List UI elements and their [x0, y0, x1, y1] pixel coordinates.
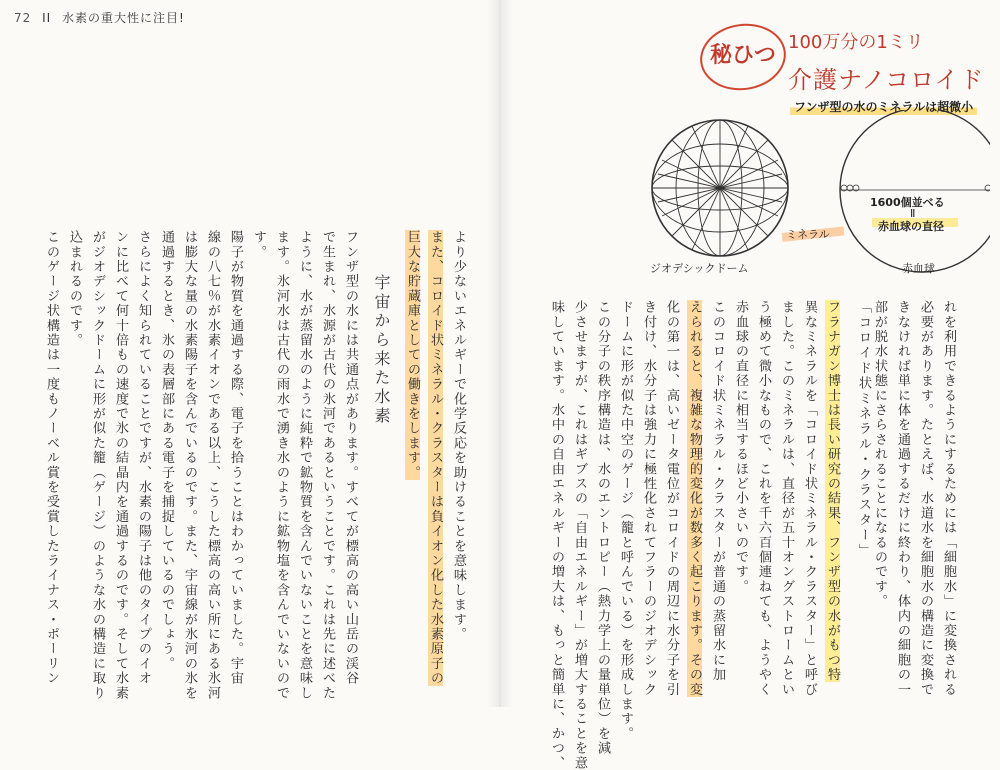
text-line: う極めて微小なもので、これを千六百個連ねても、ようやく — [756, 300, 771, 697]
text-line-content: 巨大な貯蔵庫としての働きをします。 — [405, 230, 420, 480]
title-line-1: 100万分の1ミリ — [788, 32, 924, 53]
text-line — [401, 230, 424, 695]
text-line — [424, 230, 447, 695]
title-line-2: 介護ナノコロイド — [788, 66, 985, 94]
text-line: は膨大な量の水素陽子を含んでいるのです。また、宇宙線が氷河の氷を — [182, 230, 197, 701]
section-number: II — [42, 11, 52, 25]
count-label: 1600個並べる — [870, 196, 945, 209]
text-line-content: フラナガン博士は長い研究の結果、フンザ型の水がもつ特 — [825, 300, 840, 683]
text-line: がジオデシックドームに形が似た籠（ゲージ）のような水の構造に取り — [90, 230, 105, 701]
text-line: ました。このミネラルは、直径が五十オングストロームとい — [779, 300, 794, 697]
text-line: 陽子が物質を通過する際、電子を拾うことはわかっていました。宇宙 — [228, 230, 243, 686]
text-line — [821, 300, 844, 690]
text-line — [683, 300, 706, 697]
text-line: 赤血球の直径に相当するほど小さいのです。 — [733, 300, 748, 594]
section-heading-colloid: 「コロイド状ミネラル・クラスター」 — [856, 300, 871, 559]
text-line: 部が脱水状態にさらされることになるのです。 — [872, 300, 887, 609]
text-line: さらによく知られていることですが、水素の陽子は他のタイプのイオ — [136, 230, 151, 686]
right-page-main-text — [520, 300, 875, 770]
page-gutter — [487, 0, 513, 707]
left-page-text — [30, 230, 470, 701]
handwritten-title — [700, 20, 990, 100]
title-circled-text: 秘ひつ — [710, 43, 777, 68]
text-line: れを利用できるようにするためには「細胞水」に変換される — [941, 300, 956, 697]
text-line: 通過するとき、氷の表層部にある電子を捕捉しているのでしょう。 — [159, 230, 174, 671]
text-line: ドームに形が似た中空のゲージ（籠と呼んでいる）を形成します。 — [618, 300, 633, 741]
text-line: 異なミネラルを「コロイド状ミネラル・クラスター」と呼び — [802, 300, 817, 697]
figure — [640, 110, 990, 285]
mineral-label: ミネラル — [786, 228, 830, 241]
text-line: フンザ型の水には共通点があります。すべてが標高の高い山岳の渓谷 — [343, 230, 358, 686]
dome-label: ジオデシックドーム — [650, 262, 749, 275]
text-line: より少ないエネルギーで化学反応を助けることを意味します。 — [451, 230, 466, 642]
text-line: きなければ単に体を通過するだけに終わり、体内の細胞の一 — [895, 300, 910, 697]
chapter-title: 水素の重大性に注目! — [62, 11, 185, 25]
text-line: このコロイド状ミネラル・クラスターが普通の蒸留水に加 — [710, 300, 725, 683]
text-line-content: えられると、複雑な物理的変化が数多く起こります。その変 — [687, 300, 702, 697]
text-line: ように、水が蒸留水のように純粋で鉱物質を含んでいないことを意味し — [297, 230, 312, 701]
text-line: ます。氷河水は古代の雨水で湧き水のように鉱物塩を含んでいないので — [274, 230, 289, 701]
text-line: で生まれ、水源が古代の氷河であるということです。これは先に述べた — [320, 230, 335, 701]
figure-subtitle: フンザ型の水のミネラルは超微小 — [790, 98, 977, 115]
diameter-label: 赤血球の直径 — [878, 220, 944, 233]
text-line: この分子の秩序構造は、水のエントロピー（熱力学上の量単位）を減 — [595, 300, 610, 756]
text-line: 少させますが、これはギブスの「自由エネルギー」が増大することを意 — [572, 300, 587, 770]
rbc-label: 赤血球 — [902, 262, 935, 275]
text-line: 線の八七％が水素イオンである以上、こうした標高の高い所にある氷河 — [205, 230, 220, 701]
section-heading-cosmic-hydrogen: 宇宙から来た水素 — [372, 274, 391, 426]
text-line: 化の第一は、高いゼータ電位がコロイドの周辺に水分子を引 — [664, 300, 679, 697]
text-line: す。 — [251, 230, 266, 260]
text-line-content: また、コロイド状ミネラル・クラスターは負イオン化した水素原子の — [428, 230, 443, 686]
text-line: 込まれるのです。 — [67, 230, 82, 348]
page-number: 72 — [14, 11, 32, 25]
text-line: このゲージ状構造は一度もノーベル賞を受賞したライナス・ポーリン — [44, 230, 59, 686]
running-header — [14, 9, 185, 26]
text-line: ンに比べて何十倍もの速度で氷の結晶内を通過するのです。そして水素 — [113, 230, 128, 701]
text-line: 必要があります。たとえば、水道水を細胞水の構造に変換で — [918, 300, 933, 697]
text-line: 味しています。水中の自由エネルギーの増大は、もっと簡単に、かつ、 — [549, 300, 564, 770]
right-page-upper-text — [868, 300, 960, 697]
equals-mark: Ⅱ — [910, 207, 916, 220]
red-blood-cell-drawing — [840, 110, 990, 272]
text-line: き付け、水分子は強力に極性化されてフラーのジオデシック — [641, 300, 656, 697]
geodesic-dome-drawing — [652, 120, 788, 256]
